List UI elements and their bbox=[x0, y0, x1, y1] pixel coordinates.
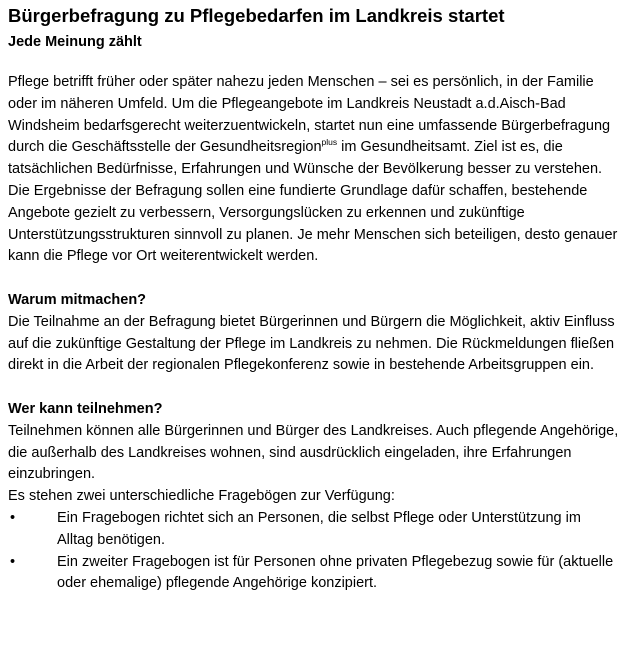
section-heading-wer-kann-teilnehmen: Wer kann teilnehmen? bbox=[8, 400, 163, 417]
spacer bbox=[8, 52, 619, 72]
bullet-icon: • bbox=[10, 509, 16, 526]
spacer bbox=[8, 377, 619, 399]
section-paragraph: Die Teilnahme an der Befragung bietet Bürgerinnen und Bürgern die Möglichkeit, aktiv Einfluss auf die zukünftige Gestaltung der Pflege im Landkreis zu nehmen. Die Rückmeldungen fließen direkt in die Arbeit der regionalen Pflegekonferenz sowie in bestehende Arbeitsgruppen ein. bbox=[8, 313, 615, 374]
results-paragraph: Die Ergebnisse der Befragung sollen eine fundierte Grundlage dafür schaffen, bestehende Angebote gezielt zu verbessern, Versorgungslücken zu erkennen und zukünftige Unterstützungsstrukturen sinnvoll zu planen. Je mehr Menschen sich beteiligen, desto genauer kann die Pflege vor Ort weiterentwickelt werden. bbox=[8, 182, 618, 265]
superscript-plus: plus bbox=[321, 137, 338, 148]
questionnaire-list bbox=[8, 508, 619, 595]
section-paragraph: Es stehen zwei unterschiedliche Fragebögen zur Verfügung: bbox=[8, 488, 395, 505]
bullet-icon: • bbox=[10, 553, 16, 570]
list-item-text: Ein Fragebogen richtet sich an Personen, die selbst Pflege oder Unterstützung im Alltag benötigen. bbox=[57, 509, 581, 548]
intro-paragraph bbox=[8, 72, 619, 181]
article-title: Bürgerbefragung zu Pflegebedarfen im Landkreis startet bbox=[8, 5, 505, 26]
intro-text-part1: Pflege betrifft früher oder später nahezu jeden Menschen – sei es persönlich, in der Familie oder im näheren Umfeld. Um die Pflegeangebote im Landkreis Neustadt a.d.Aisch-Bad Windsheim bedarfsgerecht weiterzuentwickeln, startet nun eine umfassende Bürgerbefragung durch die Geschäftsstelle der Gesundheitsregion bbox=[8, 74, 611, 156]
spacer bbox=[8, 268, 619, 290]
list-item-text: Ein zweiter Fragebogen ist für Personen ohne privaten Pflegebezug sowie für (aktuelle oder ehemalige) pflegende Angehörige konzipiert. bbox=[57, 553, 614, 592]
list-item bbox=[8, 508, 619, 552]
article-subtitle: Jede Meinung zählt bbox=[8, 34, 142, 50]
intro-text-part2: im Gesundheitsamt. Ziel ist es, die tatsächlichen Bedürfnisse, Erfahrungen und Wünsche der Bevölkerung besser zu verstehen. bbox=[8, 139, 603, 178]
section-paragraph: Teilnehmen können alle Bürgerinnen und Bürger des Landkreises. Auch pflegende Angehörige, die außerhalb des Landkreises wohnen, sind ausdrücklich eingeladen, ihre Erfahrungen einzubringen. bbox=[8, 422, 619, 483]
list-item bbox=[8, 552, 619, 596]
section-heading-warum-mitmachen: Warum mitmachen? bbox=[8, 291, 147, 308]
